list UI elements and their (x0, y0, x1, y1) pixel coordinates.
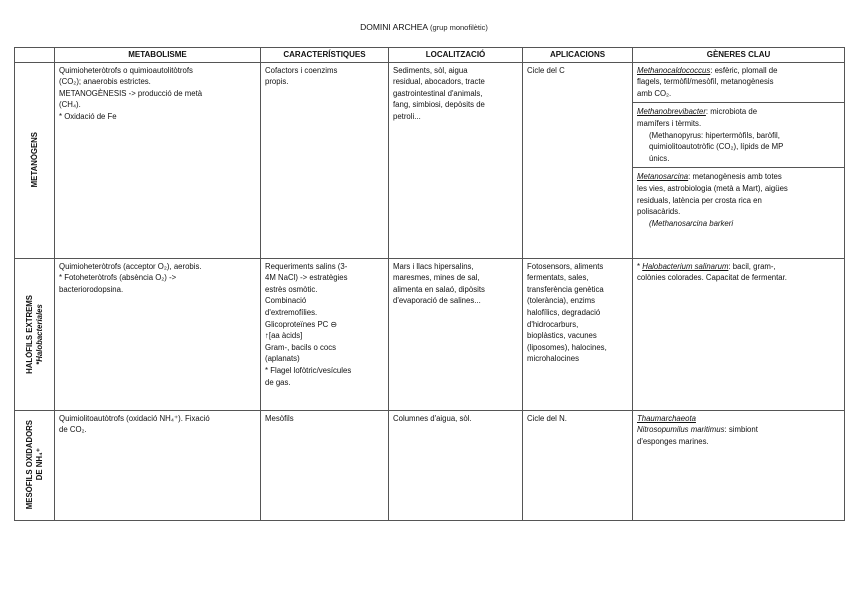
localitzacio-line: Sediments, sòl, aigua (393, 65, 468, 75)
row-label (25, 295, 45, 374)
row-label-cell (15, 410, 55, 520)
genus-first-line (637, 413, 840, 425)
genus-desc-line: flagels, termòfil/mesòfil, metanogènesis (637, 77, 774, 87)
cell-metabolisme (55, 410, 261, 520)
cell-metabolisme (55, 62, 261, 258)
aplicacions-line: microhalocines (527, 354, 580, 364)
caracteristiques-line: propis. (265, 77, 289, 87)
cell-generes (633, 258, 845, 410)
genus-name: Nitrosopumilus maritimus (637, 425, 725, 435)
aplicacions-line: bioplàstics, vacunes (527, 331, 597, 341)
localitzacio-line: d'evaporació de salines... (393, 296, 481, 306)
archaea-table (14, 47, 845, 521)
caracteristiques-line: Gram-, bacils o cocs (265, 342, 337, 352)
metabolisme-line: bacteriorodopsina. (59, 284, 124, 294)
row-label-text: MESÒFILS OXIDADORS (24, 420, 34, 510)
cell-metabolisme (55, 258, 261, 410)
genus-name: Halobacterium salinarum (642, 261, 729, 271)
header-caracteristiques: CARACTERÍSTIQUES (261, 48, 389, 63)
localitzacio-line: maresmes, mines de sal, (393, 273, 480, 283)
genus-entry (633, 171, 844, 232)
genus-desc: : bacil, gram-, (728, 261, 776, 271)
caracteristiques-line: Mesòfils (265, 413, 294, 423)
aplicacions-line: (liposomes), halocines, (527, 342, 607, 352)
metabolisme-line: (CH₄). (59, 100, 81, 110)
row-label (25, 420, 45, 509)
genus-desc-line: les vies, astrobiologia (metà a Mart), aigües (637, 183, 788, 193)
genus-name: Methanobrevibacter (637, 107, 706, 117)
caracteristiques-line: Combinació (265, 296, 307, 306)
genus-entry (637, 424, 840, 447)
localitzacio-line: Mars i llacs hipersalins, (393, 261, 474, 271)
corner-cell (15, 48, 55, 63)
genus-entry (637, 261, 840, 284)
aplicacions-line: halofílics, degradació (527, 307, 601, 317)
header-aplicacions: APLICACIONS (523, 48, 633, 63)
metabolisme-line: * Fotoheteròtrofs (absència O₂) -> (59, 273, 177, 283)
title-subtitle: (grup monofilètic) (429, 23, 488, 32)
caracteristiques-line: * Flagel lofòtric/vesícules (265, 365, 352, 375)
metabolisme-line: de CO₂. (59, 425, 87, 435)
genus-desc-line: d'esponges marines. (637, 436, 709, 446)
aplicacions-line: Cicle del C (527, 65, 565, 75)
row-label-cell (15, 258, 55, 410)
localitzacio-line: gastrointestinal d'animals, (393, 88, 483, 98)
row-label-cell (15, 62, 55, 258)
cell-generes (633, 62, 845, 258)
genus-indent-line: quimiolitoautotròfic (CO₂), lípids de MP (649, 142, 784, 152)
localitzacio-line: residual, abocadors, tracte (393, 77, 485, 87)
aplicacions-line: transferència genètica (527, 284, 604, 294)
cell-localitzacio (389, 258, 523, 410)
genus-desc-line: colònies colorades. Capacitat de fermentar. (637, 273, 787, 283)
genus-indent-line: (Methanopyrus: hipertermòfils, baròfil, (649, 130, 780, 140)
aplicacions-line: fermentats, sales, (527, 273, 589, 283)
table-row (15, 62, 845, 258)
caracteristiques-line: Cofactors i coenzims (265, 65, 338, 75)
metabolisme-line: Quimioheteròtrofs (acceptor O₂), aerobis. (59, 261, 202, 271)
metabolisme-line: Quimiolitoautòtrofs (oxidació NH₄⁺). Fixació (59, 413, 210, 423)
caracteristiques-line: d'extremofílies. (265, 307, 318, 317)
genus-desc-line: residuals, latència per crosta rica en (637, 195, 762, 205)
header-row (15, 48, 845, 63)
cell-aplicacions (523, 410, 633, 520)
cell-generes (633, 410, 845, 520)
row-label-text: METANÒGENS (29, 132, 39, 188)
aplicacions-line: d'hidrocarburs, (527, 319, 579, 329)
cell-localitzacio (389, 62, 523, 258)
metabolisme-line: METANOGÈNESIS -> producció de metà (59, 88, 203, 98)
caracteristiques-line: ↑[aa àcids] (265, 331, 303, 341)
aplicacions-line: Cicle del N. (527, 413, 567, 423)
genus-name: Methanocaldococcus (637, 65, 711, 75)
row-label-text: HALÒFILS EXTREMS (24, 294, 34, 374)
header-metabolisme: METABOLISME (55, 48, 261, 63)
aplicacions-line: (tolerància), enzims (527, 296, 596, 306)
genus-first-line: * Halobacterium salinarum: bacil, gram-, (637, 261, 776, 271)
genus-entry (633, 65, 844, 104)
cell-caracteristiques (261, 258, 389, 410)
metabolisme-line: (CO₂); anaerobis estrictes. (59, 77, 151, 87)
title-main: DOMINI ARCHEA (360, 22, 428, 32)
row-sublabel-text: *Halobacteriales (34, 303, 44, 365)
genus-first-line (637, 171, 840, 183)
genus-desc-line: amb CO₂. (637, 88, 672, 98)
metabolisme-line: * Oxidació de Fe (59, 111, 117, 121)
caracteristiques-line: estrès osmòtic. (265, 284, 318, 294)
genus-name: Thaumarchaeota (637, 413, 696, 423)
localitzacio-line: alimenta en salaó, dipòsits (393, 284, 485, 294)
genus-desc-line: polisacàrids. (637, 207, 681, 217)
cell-caracteristiques (261, 410, 389, 520)
genus-first-line (637, 65, 840, 77)
genus-entry (637, 413, 840, 425)
genus-indent-line: únics. (649, 153, 670, 163)
genus-desc: : microbiota de (705, 107, 758, 117)
genus-desc-line: mamífers i tèrmits. (637, 118, 702, 128)
caracteristiques-line: Requeriments salins (3- (265, 261, 348, 271)
genus-entry (633, 106, 844, 168)
header-generes: GÈNERES CLAU (633, 48, 845, 63)
table-row (15, 258, 845, 410)
localitzacio-line: Columnes d'aigua, sòl. (393, 413, 472, 423)
header-localitzacio: LOCALITZACIÓ (389, 48, 523, 63)
page-title (0, 22, 848, 32)
cell-aplicacions (523, 258, 633, 410)
genus-first-line (637, 106, 840, 118)
cell-caracteristiques (261, 62, 389, 258)
metabolisme-line: Quimioheteròtrofs o quimioautolitòtrofs (59, 65, 193, 75)
genus-first-line (637, 424, 840, 436)
caracteristiques-line: (aplanats) (265, 354, 300, 364)
caracteristiques-line: de gas. (265, 377, 291, 387)
genus-desc: : esfèric, plomall de (710, 65, 778, 75)
genus-indent-line: (Methanosarcina barkeri (649, 218, 734, 228)
caracteristiques-line: 4M NaCl) -> estratègies (265, 273, 348, 283)
row-sublabel-text: DE NH₄⁺ (34, 449, 44, 482)
table-row (15, 410, 845, 520)
cell-localitzacio (389, 410, 523, 520)
caracteristiques-line: Glicoproteïnes PC ⊖ (265, 319, 337, 329)
localitzacio-line: petroli... (393, 111, 421, 121)
row-label (30, 132, 40, 187)
genus-name: Metanosarcina (637, 172, 689, 182)
cell-aplicacions (523, 62, 633, 258)
genus-desc: : simbiont (724, 425, 758, 435)
genus-desc: : metanogènesis amb totes (688, 172, 782, 182)
localitzacio-line: fang, simbiosi, depòsits de (393, 100, 485, 110)
aplicacions-line: Fotosensors, aliments (527, 261, 604, 271)
